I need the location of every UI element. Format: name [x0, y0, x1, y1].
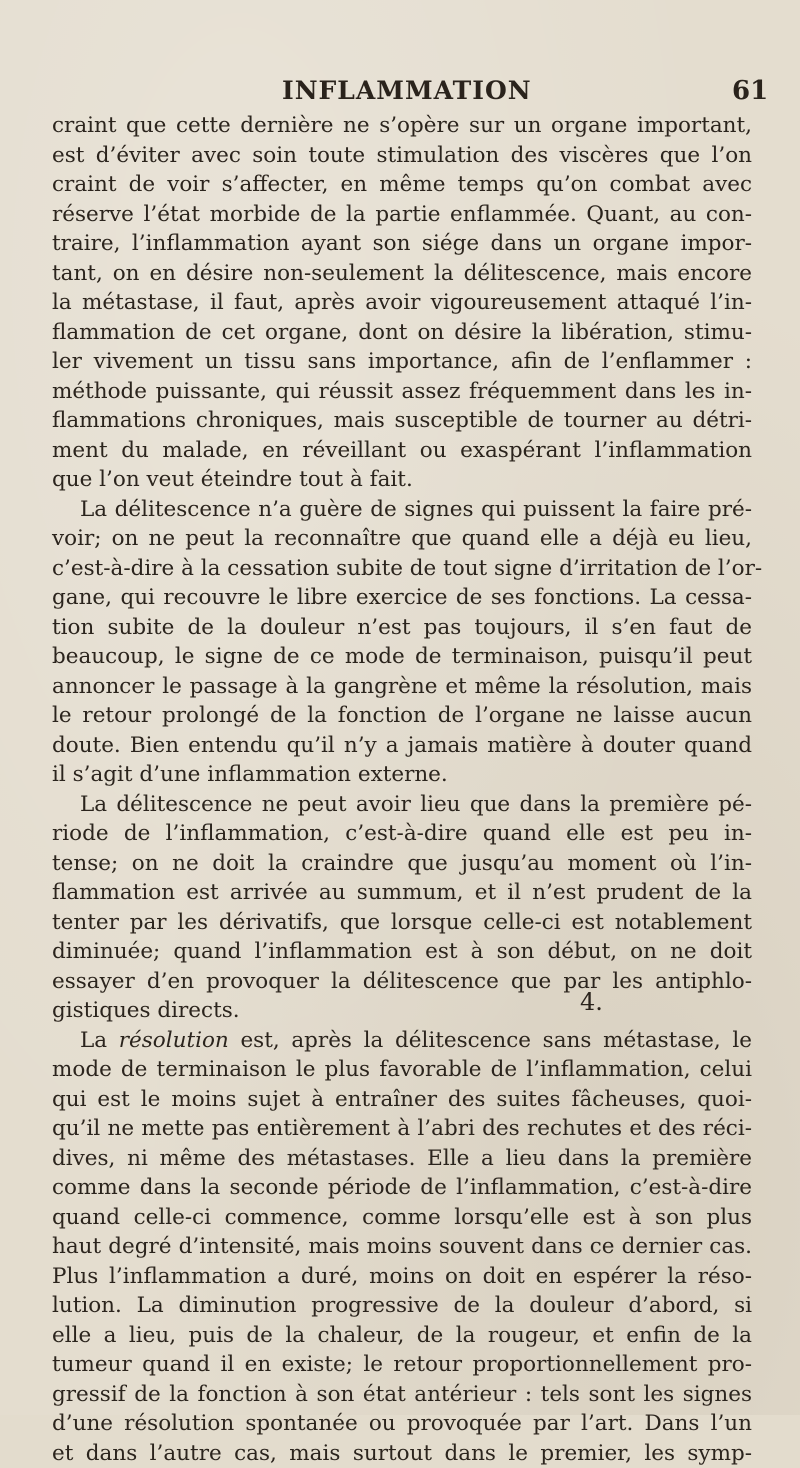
- text-line: réserve l’état morbide de la partie enflammée. Quant, au con-: [52, 200, 752, 230]
- text-line: gressif de la fonction à son état antérieur : tels sont les signes: [52, 1380, 752, 1410]
- text-line: La délitescence ne peut avoir lieu que dans la première pé-: [52, 790, 752, 820]
- page-header: [0, 72, 800, 112]
- running-title: INFLAMMATION: [282, 76, 532, 105]
- text-line: annoncer le passage à la gangrène et même la résolution, mais: [52, 672, 752, 702]
- text-line: flammation de cet organe, dont on désire la libération, stimu-: [52, 318, 752, 348]
- text-line: haut degré d’intensité, mais moins souvent dans ce dernier cas.: [52, 1232, 752, 1262]
- text-line: flammation est arrivée au summum, et il n’est prudent de la: [52, 878, 752, 908]
- text-line: d’une résolution spontanée ou provoquée par l’art. Dans l’un: [52, 1409, 752, 1439]
- text-line: comme dans la seconde période de l’inflammation, c’est-à-dire: [52, 1173, 752, 1203]
- text-line: ment du malade, en réveillant ou exaspérant l’inflammation: [52, 436, 752, 466]
- text-line: lution. La diminution progressive de la douleur d’abord, si: [52, 1291, 752, 1321]
- text-line: gane, qui recouvre le libre exercice de ses fonctions. La cessa-: [52, 583, 752, 613]
- italic-term: résolution: [119, 1028, 229, 1053]
- text-line: traire, l’inflammation ayant son siége dans un organe impor-: [52, 229, 752, 259]
- text-line: est d’éviter avec soin toute stimulation des viscères que l’on: [52, 141, 752, 171]
- body-text: [52, 111, 752, 1468]
- page-number: 61: [732, 76, 768, 106]
- text-line: doute. Bien entendu qu’il n’y a jamais matière à douter quand: [52, 731, 752, 761]
- text-line: craint que cette dernière ne s’opère sur un organe important,: [52, 111, 752, 141]
- text-line: Plus l’inflammation a duré, moins on doit en espérer la réso-: [52, 1262, 752, 1292]
- text-line: tant, on en désire non-seulement la délitescence, mais encore: [52, 259, 752, 289]
- text-line: tense; on ne doit la craindre que jusqu’au moment où l’in-: [52, 849, 752, 879]
- text-line: craint de voir s’affecter, en même temps qu’on combat avec: [52, 170, 752, 200]
- text-line: diminuée; quand l’inflammation est à son début, on ne doit: [52, 937, 752, 967]
- text-line: riode de l’inflammation, c’est-à-dire quand elle est peu in-: [52, 819, 752, 849]
- text-line: essayer d’en provoquer la délitescence que par les antiphlo-: [52, 967, 752, 997]
- text-line: elle a lieu, puis de la chaleur, de la rougeur, et enfin de la: [52, 1321, 752, 1351]
- text-line: quand celle-ci commence, comme lorsqu’elle est à son plus: [52, 1203, 752, 1233]
- text-fragment: La: [80, 1028, 119, 1053]
- text-line: beaucoup, le signe de ce mode de terminaison, puisqu’il peut: [52, 642, 752, 672]
- text-line: tion subite de la douleur n’est pas toujours, il s’en faut de: [52, 613, 752, 643]
- text-line: [52, 1026, 752, 1056]
- text-line: la métastase, il faut, après avoir vigoureusement attaqué l’in-: [52, 288, 752, 318]
- text-line: gistiques directs.: [52, 996, 752, 1026]
- text-line: le retour prolongé de la fonction de l’organe ne laisse aucun: [52, 701, 752, 731]
- text-line: et dans l’autre cas, mais surtout dans le premier, les symp-: [52, 1439, 752, 1468]
- text-line: tenter par les dérivatifs, que lorsque celle-ci est notablement: [52, 908, 752, 938]
- text-line: il s’agit d’une inflammation externe.: [52, 760, 752, 790]
- text-line: que l’on veut éteindre tout à fait.: [52, 465, 752, 495]
- text-line: méthode puissante, qui réussit assez fréquemment dans les in-: [52, 377, 752, 407]
- text-line: flammations chroniques, mais susceptible de tourner au détri-: [52, 406, 752, 436]
- text-line: ler vivement un tissu sans importance, afin de l’enflammer :: [52, 347, 752, 377]
- text-line: qu’il ne mette pas entièrement à l’abri des rechutes et des réci-: [52, 1114, 752, 1144]
- text-line: tumeur quand il en existe; le retour proportionnellement pro-: [52, 1350, 752, 1380]
- signature-mark: 4.: [580, 988, 603, 1016]
- text-line: mode de terminaison le plus favorable de l’inflammation, celui: [52, 1055, 752, 1085]
- text-line: dives, ni même des métastases. Elle a lieu dans la première: [52, 1144, 752, 1174]
- text-line: qui est le moins sujet à entraîner des suites fâcheuses, quoi-: [52, 1085, 752, 1115]
- text-fragment: est, après la délitescence sans métastase, le: [229, 1028, 752, 1053]
- text-line: voir; on ne peut la reconnaître que quand elle a déjà eu lieu,: [52, 524, 752, 554]
- text-line: c’est-à-dire à la cessation subite de tout signe d’irritation de l’or-: [52, 554, 752, 584]
- text-line: La délitescence n’a guère de signes qui puissent la faire pré-: [52, 495, 752, 525]
